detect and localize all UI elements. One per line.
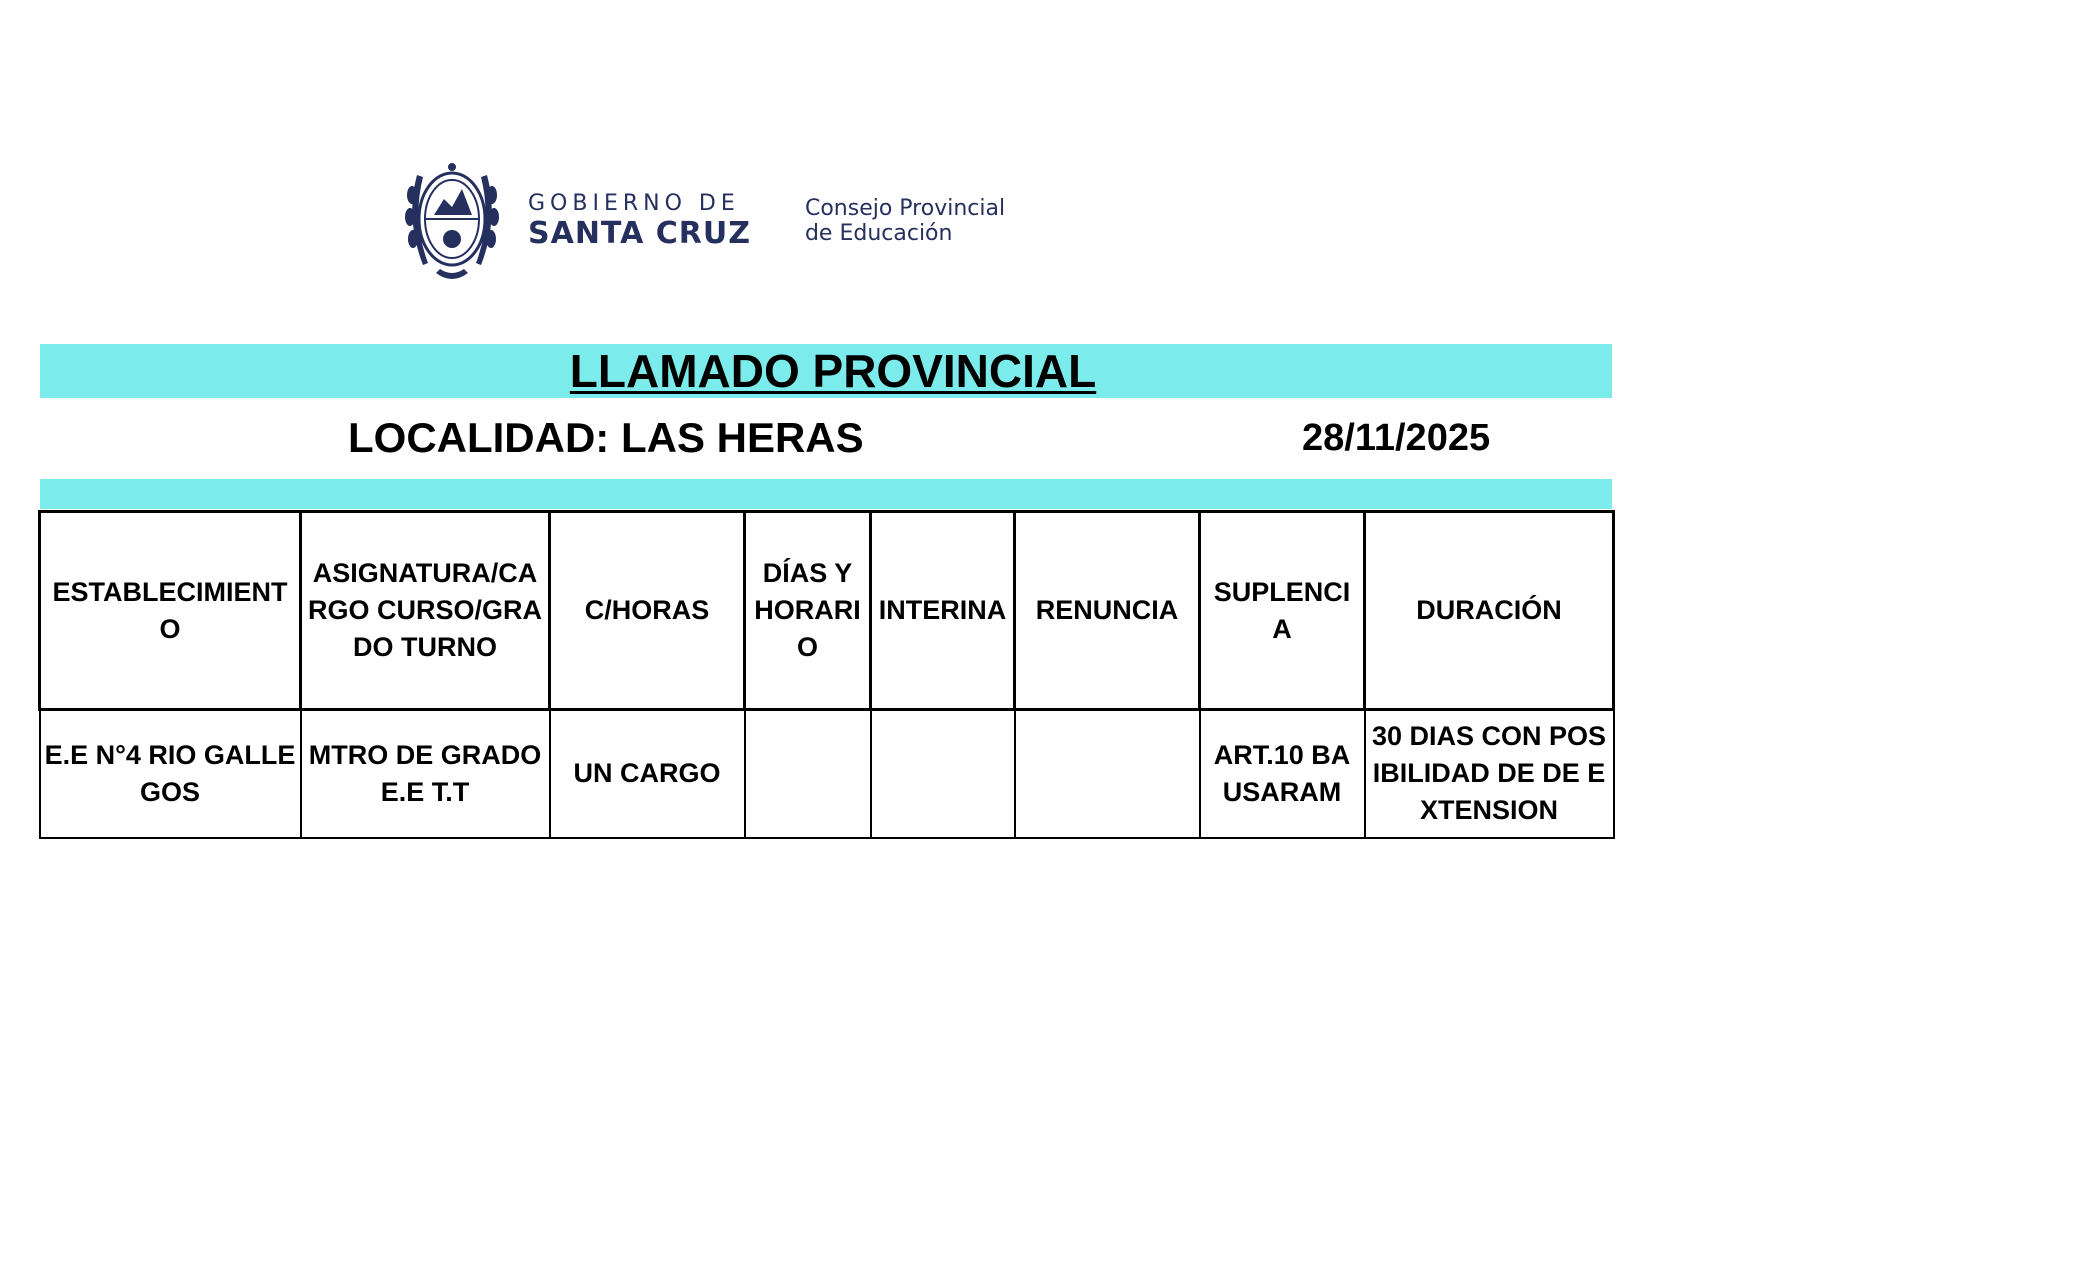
date-label: 28/11/2025 (1302, 417, 1491, 459)
header-logo (400, 155, 1005, 287)
vacancy-table (38, 510, 1615, 839)
gov-line2: SANTA CRUZ (528, 216, 751, 251)
header-horas: C/HORAS (550, 512, 745, 710)
cell-suplencia: ART.10 BAUSARAM (1200, 710, 1365, 838)
council-line1: Consejo Provincial (804, 196, 1006, 221)
council-wordmark (805, 196, 1005, 246)
table-row (40, 710, 1614, 838)
localidad-label: LOCALIDAD: LAS HERAS (348, 414, 864, 461)
provincial-seal-icon (400, 155, 504, 287)
cell-duracion: 30 DIAS CON POSIBILIDAD DE DE EXTENSION (1365, 710, 1614, 838)
cell-asignatura: MTRO DE GRADO E.E T.T (301, 710, 550, 838)
header-renuncia: RENUNCIA (1015, 512, 1200, 710)
gov-line1: GOBIERNO DE (528, 191, 740, 216)
header-dias-horario: DÍAS Y HORARIO (745, 512, 871, 710)
table-header-row (40, 512, 1614, 710)
header-duracion: DURACIÓN (1365, 512, 1614, 710)
cell-renuncia (1015, 710, 1200, 838)
document-title: LLAMADO PROVINCIAL (569, 345, 1097, 397)
separator-band (40, 479, 1612, 509)
cell-dias-horario (745, 710, 871, 838)
header-suplencia: SUPLENCIA (1200, 512, 1365, 710)
header-interina: INTERINA (871, 512, 1015, 710)
cell-interina (871, 710, 1015, 838)
header-asignatura: ASIGNATURA/CARGO CURSO/GRADO TURNO (301, 512, 550, 710)
government-wordmark (528, 191, 751, 251)
council-line2: de Educación (804, 221, 953, 246)
cell-establecimiento: E.E N°4 RIO GALLEGOS (40, 710, 301, 838)
header-establecimiento: ESTABLECIMIENTO (40, 512, 301, 710)
title-band (40, 344, 1612, 398)
cell-horas: UN CARGO (550, 710, 745, 838)
